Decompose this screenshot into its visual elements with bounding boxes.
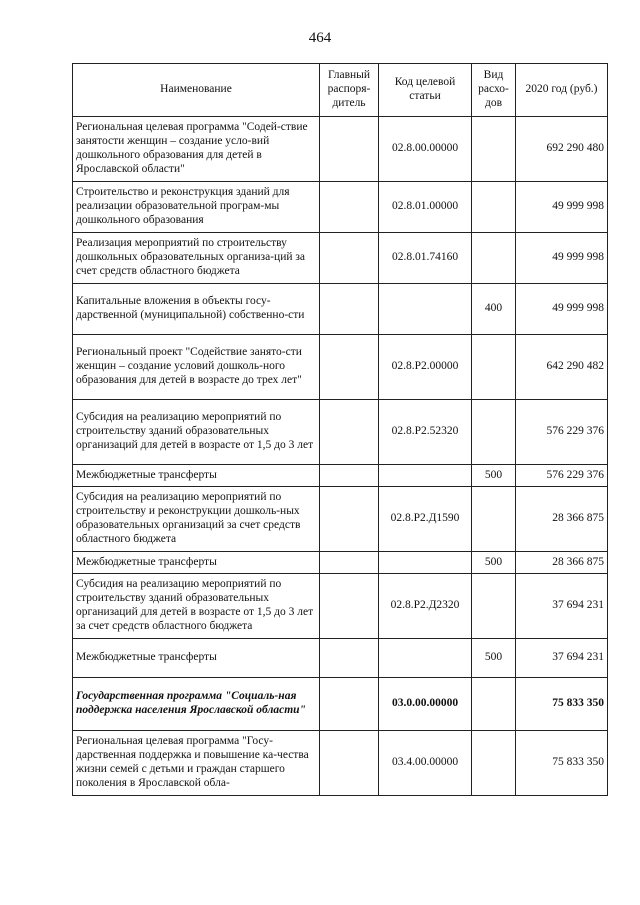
row-name: Субсидия на реализацию мероприятий по строительству и реконструкции дошколь-ных образовательных организаций за счет средств областного бюджета (73, 487, 320, 552)
row-code: 02.8.01.00000 (379, 182, 472, 233)
table-row (73, 552, 608, 574)
row-name: Межбюджетные трансферты (73, 639, 320, 678)
row-amount: 75 833 350 (516, 678, 608, 731)
row-expense-type: 400 (472, 284, 516, 335)
row-manager (320, 678, 379, 731)
row-name: Государственная программа "Социаль-ная поддержка населения Ярославской области" (73, 678, 320, 731)
row-expense-type: 500 (472, 465, 516, 487)
row-manager (320, 182, 379, 233)
row-expense-type (472, 574, 516, 639)
row-amount: 37 694 231 (516, 574, 608, 639)
row-name: Реализация мероприятий по строительству дошкольных образовательных организа-ций за счет средств областного бюджета (73, 233, 320, 284)
table-row (73, 678, 608, 731)
row-name: Субсидия на реализацию мероприятий по строительству зданий образовательных организаций для детей в возрасте от 1,5 до 3 лет (73, 400, 320, 465)
row-amount: 49 999 998 (516, 233, 608, 284)
row-name: Капитальные вложения в объекты госу-дарственной (муниципальной) собственно-сти (73, 284, 320, 335)
page-number: 464 (308, 30, 332, 46)
row-expense-type (472, 335, 516, 400)
row-code (379, 639, 472, 678)
row-amount: 28 366 875 (516, 487, 608, 552)
row-manager (320, 284, 379, 335)
table-row (73, 574, 608, 639)
row-code: 02.8.Р2.Д1590 (379, 487, 472, 552)
row-name: Строительство и реконструкция зданий для реализации образовательной програм-мы дошкольного образования (73, 182, 320, 233)
table-row (73, 233, 608, 284)
budget-table (72, 63, 608, 796)
row-manager (320, 639, 379, 678)
row-manager (320, 335, 379, 400)
row-code: 03.4.00.00000 (379, 731, 472, 796)
row-code (379, 284, 472, 335)
row-name: Региональный проект "Содействие занято-сти женщин – создание условий дошколь-ного образования для детей в возрасте до трех лет" (73, 335, 320, 400)
row-amount: 37 694 231 (516, 639, 608, 678)
header-expense-type: Вид расхо-дов (472, 64, 516, 117)
row-expense-type (472, 487, 516, 552)
row-code: 02.8.01.74160 (379, 233, 472, 284)
row-amount: 49 999 998 (516, 182, 608, 233)
row-amount: 642 290 482 (516, 335, 608, 400)
header-name: Наименование (73, 64, 320, 117)
row-name: Региональная целевая программа "Содей-ствие занятости женщин – создание усло-вий дошкольного образования для детей в Ярославской области" (73, 117, 320, 182)
table-row (73, 117, 608, 182)
table-row (73, 335, 608, 400)
table-row (73, 487, 608, 552)
row-amount: 75 833 350 (516, 731, 608, 796)
table-row (73, 182, 608, 233)
table-row (73, 284, 608, 335)
row-manager (320, 574, 379, 639)
header-manager: Главный распоря-дитель (320, 64, 379, 117)
table-row (73, 465, 608, 487)
row-name: Межбюджетные трансферты (73, 552, 320, 574)
row-amount: 692 290 480 (516, 117, 608, 182)
row-manager (320, 731, 379, 796)
row-manager (320, 400, 379, 465)
row-expense-type: 500 (472, 552, 516, 574)
row-amount: 576 229 376 (516, 465, 608, 487)
row-code (379, 465, 472, 487)
header-code: Код целевой статьи (379, 64, 472, 117)
row-code: 02.8.00.00000 (379, 117, 472, 182)
row-expense-type (472, 233, 516, 284)
row-amount: 576 229 376 (516, 400, 608, 465)
row-code: 02.8.Р2.52320 (379, 400, 472, 465)
row-expense-type (472, 400, 516, 465)
row-code (379, 552, 472, 574)
table-row (73, 731, 608, 796)
row-manager (320, 117, 379, 182)
table-header-row (73, 64, 608, 117)
row-manager (320, 487, 379, 552)
row-code: 03.0.00.00000 (379, 678, 472, 731)
row-expense-type (472, 182, 516, 233)
row-expense-type (472, 678, 516, 731)
row-name: Межбюджетные трансферты (73, 465, 320, 487)
row-manager (320, 552, 379, 574)
row-expense-type: 500 (472, 639, 516, 678)
row-manager (320, 465, 379, 487)
row-expense-type (472, 731, 516, 796)
row-expense-type (472, 117, 516, 182)
row-amount: 28 366 875 (516, 552, 608, 574)
header-amount: 2020 год (руб.) (516, 64, 608, 117)
table-row (73, 639, 608, 678)
table-row (73, 400, 608, 465)
row-name: Региональная целевая программа "Госу-дарственная поддержка и повышение ка-чества жизни семей с детьми и граждан старшего поколения в Ярославской обла- (73, 731, 320, 796)
row-name: Субсидия на реализацию мероприятий по строительству зданий образовательных организаций для детей в возрасте от 1,5 до 3 лет за счет средств областного бюджета (73, 574, 320, 639)
row-code: 02.8.Р2.00000 (379, 335, 472, 400)
row-code: 02.8.Р2.Д2320 (379, 574, 472, 639)
row-amount: 49 999 998 (516, 284, 608, 335)
row-manager (320, 233, 379, 284)
